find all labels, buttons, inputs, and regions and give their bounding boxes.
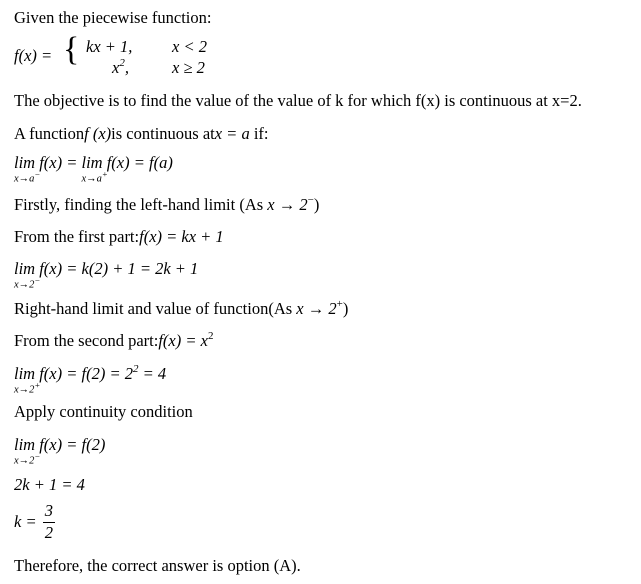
k-fraction: $\frac{3}{2}$ [44, 501, 53, 542]
second-part-text: From the second part:f(x) = $x^2$ [14, 330, 214, 350]
left-limit-equation: lim x→2− f(x) = k(2) + 1 = 2k + 1 [14, 259, 199, 291]
first-part-text: From the first part:f(x) = kx + 1 [14, 227, 224, 246]
case2-expression: $x^2$, [112, 57, 129, 77]
case1-condition: x < 2 [172, 37, 207, 56]
continuity-definition: A functionf (x)is continuous atx = a if: [14, 124, 269, 143]
piecewise-lhs: f(x) = [14, 46, 53, 65]
linear-equation: 2k + 1 = 4 [14, 475, 85, 494]
intro-text: Given the piecewise function: [14, 8, 212, 27]
continuity-condition-equation: lim x→2− f(x) = f(2) [14, 435, 106, 467]
right-limit-equation: lim x→2+ $f(x) = f(2) = 2^2 = 4$ [14, 363, 167, 396]
limit-definition-equation: lim x→a− f(x) = lim x→a+ f(x) = f(a) [14, 153, 173, 185]
left-limit-heading: Firstly, finding the left-hand limit (As x → 2−) [14, 194, 320, 214]
objective-text: The objective is to find the value of the value of k for which f(x) is continuous at x=2. [14, 91, 582, 110]
case1-expression: kx + 1, [86, 37, 133, 56]
k-solution: k = $\frac{3}{2}$ [14, 501, 53, 542]
case2-condition: x ≥ 2 [172, 58, 205, 77]
conclusion-text: Therefore, the correct answer is option (A). [14, 556, 301, 575]
right-limit-heading: Right-hand limit and value of function(As x → 2+) [14, 298, 349, 318]
apply-condition-text: Apply continuity condition [14, 402, 193, 421]
piecewise-brace: { [63, 31, 80, 68]
